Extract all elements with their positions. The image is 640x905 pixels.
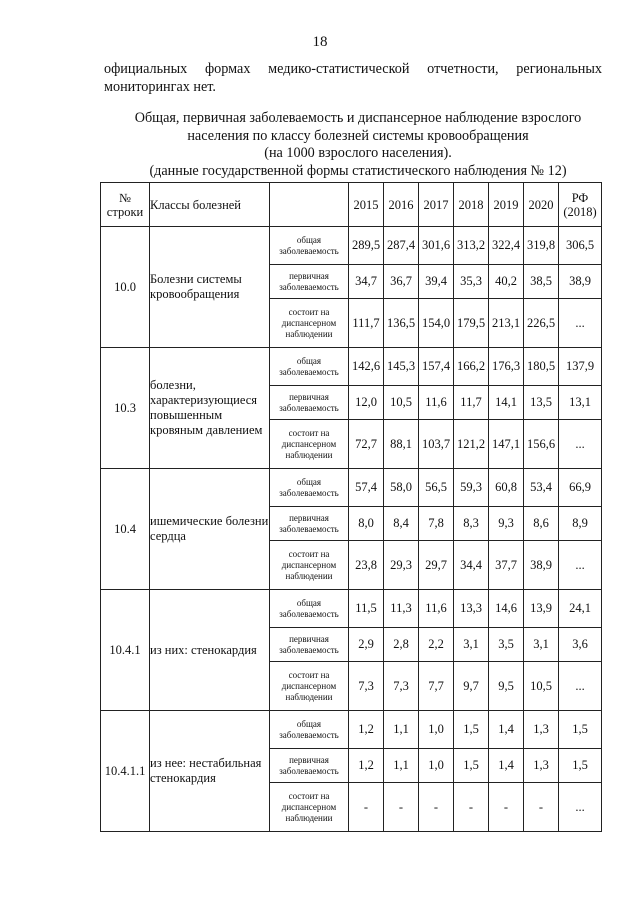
value-cell: 289,5 [349,227,384,265]
value-cell: 3,1 [454,628,489,662]
table-header-row [101,183,602,227]
value-cell: 319,8 [524,227,559,265]
value-cell: 38,9 [524,541,559,590]
value-cell: 9,5 [489,662,524,711]
page-number: 18 [312,34,328,50]
value-cell: 1,0 [419,749,454,783]
header-year: 2020 [524,183,559,227]
value-cell: - [524,783,559,832]
indicator-cell: общая заболеваемость [270,711,349,749]
value-cell: 103,7 [419,420,454,469]
value-cell: 2,9 [349,628,384,662]
header-year: 2017 [419,183,454,227]
value-cell: 313,2 [454,227,489,265]
rf-value-cell: 306,5 [559,227,602,265]
value-cell: 9,3 [489,507,524,541]
value-cell: 23,8 [349,541,384,590]
rf-value-cell: 3,6 [559,628,602,662]
row-number-cell: 10.0 [101,227,150,348]
value-cell: - [349,783,384,832]
intro-line-2: мониторингах нет. [104,79,216,95]
header-year: 2018 [454,183,489,227]
value-cell: 29,3 [384,541,419,590]
indicator-cell: первичная заболеваемость [270,507,349,541]
value-cell: 72,7 [349,420,384,469]
rf-value-cell: 1,5 [559,711,602,749]
value-cell: 58,0 [384,469,419,507]
value-cell: 39,4 [419,265,454,299]
value-cell: 142,6 [349,348,384,386]
value-cell: 60,8 [489,469,524,507]
value-cell: 121,2 [454,420,489,469]
value-cell: 226,5 [524,299,559,348]
indicator-cell: первичная заболеваемость [270,265,349,299]
value-cell: 9,7 [454,662,489,711]
indicator-cell: общая заболеваемость [270,348,349,386]
indicator-cell: состоит на диспансерном наблюдении [270,541,349,590]
value-cell: 11,5 [349,590,384,628]
value-cell: 1,4 [489,711,524,749]
value-cell: 11,6 [419,386,454,420]
title-line-3: (на 1000 взрослого населения). [264,145,452,162]
indicator-cell: состоит на диспансерном наблюдении [270,420,349,469]
value-cell: 1,5 [454,711,489,749]
row-number-cell: 10.4 [101,469,150,590]
value-cell: 176,3 [489,348,524,386]
value-cell: 11,7 [454,386,489,420]
rf-value-cell: 13,1 [559,386,602,420]
table-row [101,711,602,749]
indicator-cell: общая заболеваемость [270,469,349,507]
value-cell: 57,4 [349,469,384,507]
rf-value-cell: 137,9 [559,348,602,386]
header-disease-classes: Классы болезней [150,183,270,227]
rf-value-cell: ... [559,662,602,711]
indicator-cell: общая заболеваемость [270,227,349,265]
value-cell: 10,5 [384,386,419,420]
value-cell: 13,9 [524,590,559,628]
header-year: 2019 [489,183,524,227]
value-cell: 35,3 [454,265,489,299]
value-cell: 1,2 [349,749,384,783]
header-rf-2018: РФ (2018) [559,183,602,227]
value-cell: 156,6 [524,420,559,469]
value-cell: 8,0 [349,507,384,541]
value-cell: 11,6 [419,590,454,628]
value-cell: 1,1 [384,711,419,749]
row-number-cell: 10.4.1.1 [101,711,150,832]
value-cell: 12,0 [349,386,384,420]
intro-line-1: официальных формах медико-статистической отчетности, региональных [104,61,602,77]
value-cell: 2,8 [384,628,419,662]
indicator-cell: состоит на диспансерном наблюдении [270,662,349,711]
title-line-1: Общая, первичная заболеваемость и диспансерное наблюдение взрослого [134,110,582,126]
disease-class-cell: из нее: нестабильная стенокардия [150,711,270,832]
header-year: 2015 [349,183,384,227]
rf-value-cell: ... [559,299,602,348]
table-row [101,590,602,628]
rf-value-cell: ... [559,541,602,590]
rf-value-cell: 24,1 [559,590,602,628]
value-cell: 88,1 [384,420,419,469]
value-cell: 53,4 [524,469,559,507]
value-cell: 8,4 [384,507,419,541]
value-cell: 147,1 [489,420,524,469]
value-cell: 157,4 [419,348,454,386]
disease-class-cell: из них: стенокардия [150,590,270,711]
value-cell: 10,5 [524,662,559,711]
header-indicator [270,183,349,227]
value-cell: 7,3 [384,662,419,711]
value-cell: 29,7 [419,541,454,590]
value-cell: 3,1 [524,628,559,662]
rf-value-cell: 1,5 [559,749,602,783]
row-number-cell: 10.3 [101,348,150,469]
value-cell: - [384,783,419,832]
value-cell: 1,3 [524,711,559,749]
value-cell: 301,6 [419,227,454,265]
row-number-cell: 10.4.1 [101,590,150,711]
rf-value-cell: 38,9 [559,265,602,299]
value-cell: 180,5 [524,348,559,386]
indicator-cell: общая заболеваемость [270,590,349,628]
indicator-cell: первичная заболеваемость [270,749,349,783]
morbidity-table [100,182,602,832]
table-row [101,469,602,507]
value-cell: 1,4 [489,749,524,783]
value-cell: 213,1 [489,299,524,348]
header-year: 2016 [384,183,419,227]
value-cell: 8,6 [524,507,559,541]
value-cell: 287,4 [384,227,419,265]
value-cell: 14,1 [489,386,524,420]
value-cell: 136,5 [384,299,419,348]
value-cell: - [489,783,524,832]
value-cell: 34,7 [349,265,384,299]
rf-value-cell: 66,9 [559,469,602,507]
indicator-cell: первичная заболеваемость [270,386,349,420]
value-cell: 1,5 [454,749,489,783]
value-cell: 11,3 [384,590,419,628]
value-cell: 40,2 [489,265,524,299]
value-cell: 13,3 [454,590,489,628]
value-cell: 154,0 [419,299,454,348]
value-cell: 179,5 [454,299,489,348]
table-title [108,110,608,180]
rf-value-cell: ... [559,420,602,469]
header-row-number: № строки [101,183,150,227]
intro-paragraph [104,60,602,96]
value-cell: 1,2 [349,711,384,749]
value-cell: 111,7 [349,299,384,348]
disease-class-cell: ишемические болезни сердца [150,469,270,590]
indicator-cell: первичная заболеваемость [270,628,349,662]
value-cell: 13,5 [524,386,559,420]
value-cell: 14,6 [489,590,524,628]
value-cell: 37,7 [489,541,524,590]
value-cell: 8,3 [454,507,489,541]
disease-class-cell: Болезни системы кровообращения [150,227,270,348]
value-cell: 36,7 [384,265,419,299]
value-cell: 322,4 [489,227,524,265]
table-row [101,227,602,265]
rf-value-cell: 8,9 [559,507,602,541]
title-line-4: (данные государственной формы статистического наблюдения № 12) [149,162,567,179]
value-cell: 56,5 [419,469,454,507]
disease-class-cell: болезни, характеризующиеся повышенным кровяным давлением [150,348,270,469]
indicator-cell: состоит на диспансерном наблюдении [270,299,349,348]
value-cell: - [454,783,489,832]
value-cell: 166,2 [454,348,489,386]
value-cell: 59,3 [454,469,489,507]
indicator-cell: состоит на диспансерном наблюдении [270,783,349,832]
value-cell: 145,3 [384,348,419,386]
value-cell: 7,3 [349,662,384,711]
rf-value-cell: ... [559,783,602,832]
value-cell: 1,1 [384,749,419,783]
value-cell: - [419,783,454,832]
value-cell: 1,0 [419,711,454,749]
title-line-2: населения по классу болезней системы кровообращения [187,127,529,144]
value-cell: 1,3 [524,749,559,783]
value-cell: 3,5 [489,628,524,662]
value-cell: 38,5 [524,265,559,299]
value-cell: 7,8 [419,507,454,541]
table-row [101,348,602,386]
value-cell: 2,2 [419,628,454,662]
value-cell: 7,7 [419,662,454,711]
value-cell: 34,4 [454,541,489,590]
